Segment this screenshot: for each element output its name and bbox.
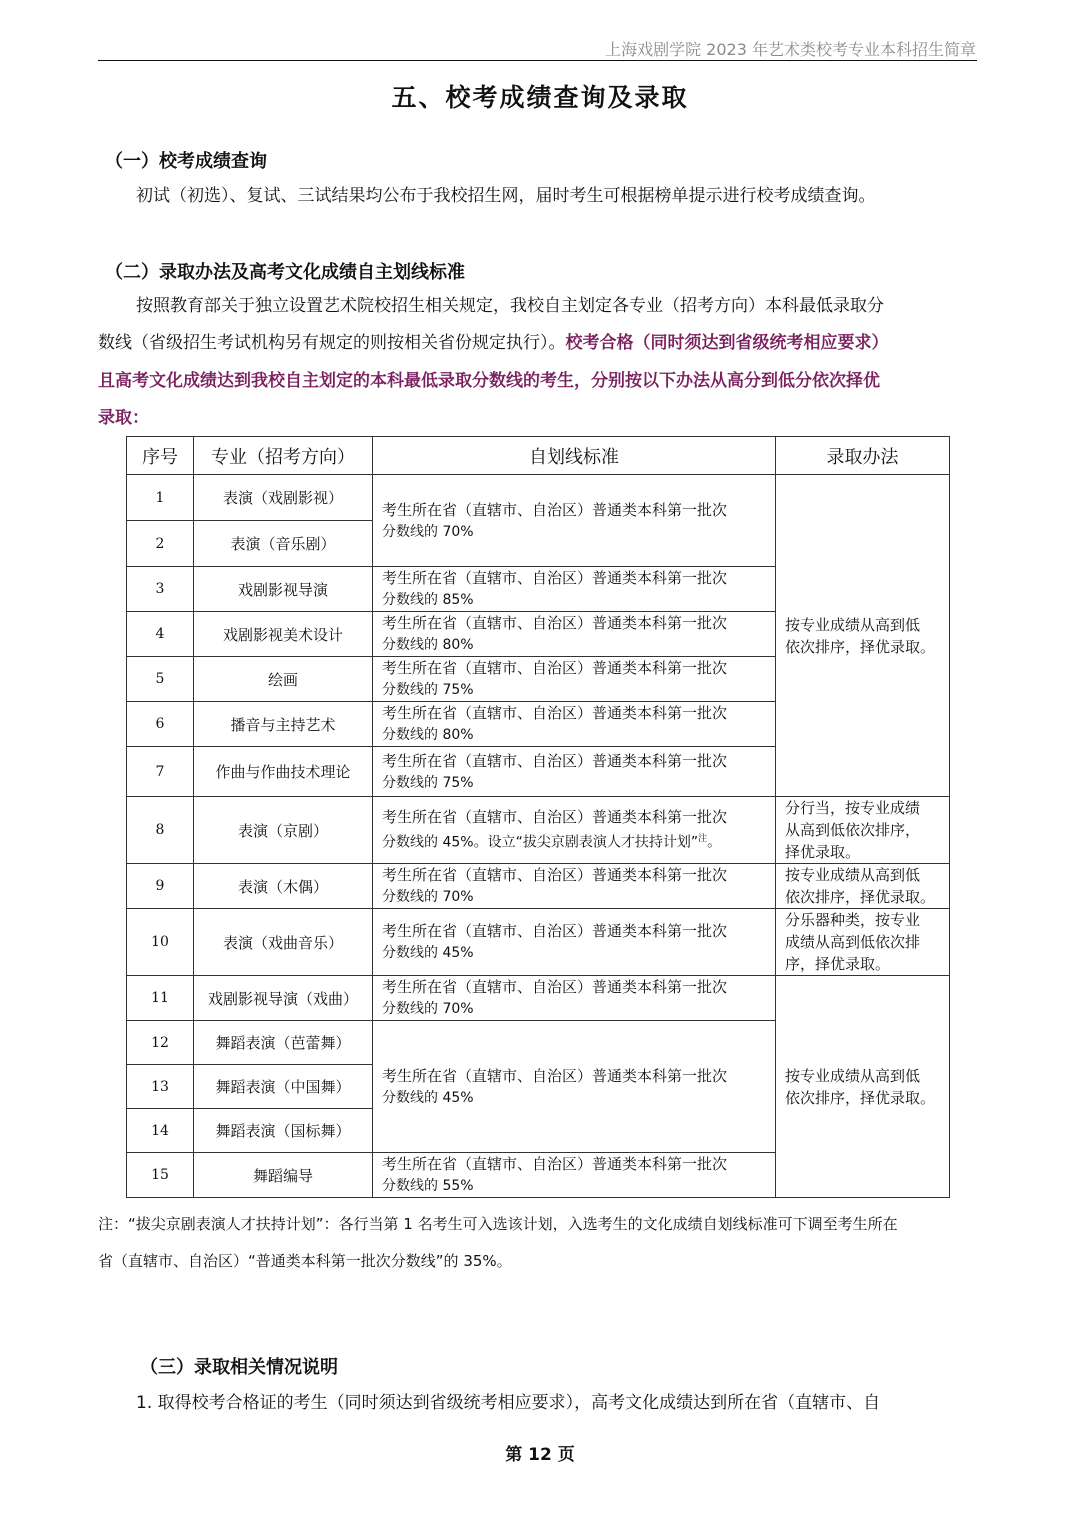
standard-line2-text: 分数线的 45%。设立“拔尖京剧表演人才扶持计划” xyxy=(382,834,699,851)
standard-line2: 分数线的 70% xyxy=(382,889,474,905)
subsection-2-line4: 录取： xyxy=(98,408,149,428)
standard-line1: 考生所在省（直辖市、自治区）普通类本科第一批次 xyxy=(382,659,728,677)
standard-line2: 分数线的 45% xyxy=(382,945,474,961)
header-divider xyxy=(98,60,977,61)
note-marker: 注 xyxy=(698,834,708,845)
table-note-line2: 省（直辖市、自治区）“普通类本科第一批次分数线”的 35%。 xyxy=(98,1252,512,1270)
row-method xyxy=(776,475,950,797)
standard-line1: 考生所在省（直辖市、自治区）普通类本科第一批次 xyxy=(382,704,728,722)
row-no: 1 xyxy=(127,475,194,521)
subsection-1-heading: （一）校考成绩查询 xyxy=(105,151,267,172)
standard-line1: 考生所在省（直辖市、自治区）普通类本科第一批次 xyxy=(382,866,728,884)
table-row xyxy=(127,909,950,976)
header-standard: 自划线标准 xyxy=(373,437,776,475)
header-method: 录取办法 xyxy=(776,437,950,475)
row-no: 4 xyxy=(127,612,194,657)
subsection-2-line2 xyxy=(98,323,889,363)
row-standard xyxy=(373,612,776,657)
row-no: 15 xyxy=(127,1153,194,1198)
standard-line2: 分数线的 45% xyxy=(382,1089,474,1106)
header-major: 专业（招考方向） xyxy=(194,437,373,475)
admission-table xyxy=(126,436,950,1198)
row-standard xyxy=(373,567,776,612)
standard-line2: 分数线的 75% xyxy=(382,682,474,698)
row-major: 戏剧影视导演 xyxy=(194,567,373,612)
row-standard xyxy=(373,1153,776,1198)
subsection-2-line3: 且高考文化成绩达到我校自主划定的本科最低录取分数线的考生，分别按以下办法从高分到低分依次择优 xyxy=(98,371,880,391)
table-note-line1: 注：“拔尖京剧表演人才扶持计划”：各行当第 1 名考生可入选该计划，入选考生的文化成绩自划线标准可下调至考生所在 xyxy=(98,1215,898,1233)
method-line: 分乐器种类，按专业 xyxy=(785,911,921,929)
row-standard xyxy=(373,475,776,567)
standard-line2: 分数线的 80% xyxy=(382,727,474,743)
row-no: 8 xyxy=(127,797,194,864)
method-line: 依次排序，择优录取。 xyxy=(785,888,936,906)
standard-line1: 考生所在省（直辖市、自治区）普通类本科第一批次 xyxy=(382,614,728,632)
row-no: 10 xyxy=(127,909,194,976)
method-line: 按专业成绩从高到低 xyxy=(785,615,921,634)
row-method xyxy=(776,976,950,1198)
row-major: 戏剧影视美术设计 xyxy=(194,612,373,657)
method-line: 分行当，按专业成绩 xyxy=(785,799,921,817)
row-no: 7 xyxy=(127,747,194,797)
table-header-row xyxy=(127,437,950,475)
row-major: 表演（戏剧影视） xyxy=(194,475,373,521)
method-line: 择优录取。 xyxy=(785,843,861,861)
row-method xyxy=(776,797,950,864)
subsection-2-line2-plain: 数线（省级招生考试机构另有规定的则按相关省份规定执行）。 xyxy=(98,333,566,353)
table-row xyxy=(127,475,950,521)
standard-line2: 分数线的 75% xyxy=(382,774,474,791)
row-no: 2 xyxy=(127,521,194,567)
method-line: 依次排序，择优录取。 xyxy=(785,637,936,656)
subsection-2-line1: 按照教育部关于独立设置艺术院校招生相关规定，我校自主划定各专业（招考方向）本科最低录取分 xyxy=(136,296,884,316)
standard-line1: 考生所在省（直辖市、自治区）普通类本科第一批次 xyxy=(382,808,728,827)
subsection-1-text: 初试（初选）、复试、三试结果均公布于我校招生网，届时考生可根据榜单提示进行校考成绩查询。 xyxy=(136,186,876,206)
row-no: 6 xyxy=(127,702,194,747)
subsection-2-line2-emphasis: 校考合格（同时须达到省级统考相应要求） xyxy=(565,333,889,353)
row-no: 9 xyxy=(127,864,194,909)
running-header: 上海戏剧学院 2023 年艺术类校考专业本科招生简章 xyxy=(605,40,976,59)
table-row xyxy=(127,864,950,909)
page-number: 第 12 页 xyxy=(505,1445,575,1465)
row-major: 表演（京剧） xyxy=(194,797,373,864)
row-major: 表演（音乐剧） xyxy=(194,521,373,567)
standard-line2: 分数线的 80% xyxy=(382,637,474,653)
row-no: 11 xyxy=(127,976,194,1021)
row-major: 舞蹈表演（中国舞） xyxy=(194,1065,373,1109)
method-line: 序，择优录取。 xyxy=(785,955,891,973)
standard-line1: 考生所在省（直辖市、自治区）普通类本科第一批次 xyxy=(382,922,728,940)
row-standard xyxy=(373,976,776,1021)
method-line: 按专业成绩从高到低 xyxy=(785,866,921,884)
row-standard xyxy=(373,864,776,909)
standard-line1: 考生所在省（直辖市、自治区）普通类本科第一批次 xyxy=(382,500,728,519)
table-row xyxy=(127,976,950,1021)
method-line: 成绩从高到低依次排 xyxy=(785,933,921,951)
row-no: 14 xyxy=(127,1109,194,1153)
row-no: 3 xyxy=(127,567,194,612)
subsection-3-item1: 1. 取得校考合格证的考生（同时须达到省级统考相应要求），高考文化成绩达到所在省（直辖市、自 xyxy=(136,1393,881,1413)
standard-line2: 分数线的 85% xyxy=(382,592,474,608)
row-standard xyxy=(373,1021,776,1153)
standard-line2: 分数线的 70% xyxy=(382,523,474,540)
standard-line2: 分数线的 55% xyxy=(382,1178,474,1194)
row-method xyxy=(776,864,950,909)
row-major: 舞蹈表演（芭蕾舞） xyxy=(194,1021,373,1065)
row-standard xyxy=(373,747,776,797)
standard-line1: 考生所在省（直辖市、自治区）普通类本科第一批次 xyxy=(382,751,728,770)
standard-line2: 分数线的 70% xyxy=(382,1001,474,1017)
row-major: 舞蹈编导 xyxy=(194,1153,373,1198)
row-major: 舞蹈表演（国标舞） xyxy=(194,1109,373,1153)
table-row xyxy=(127,797,950,864)
method-line: 按专业成绩从高到低 xyxy=(785,1066,921,1085)
row-no: 5 xyxy=(127,657,194,702)
row-major: 戏剧影视导演（戏曲） xyxy=(194,976,373,1021)
standard-line1: 考生所在省（直辖市、自治区）普通类本科第一批次 xyxy=(382,569,728,587)
standard-line1: 考生所在省（直辖市、自治区）普通类本科第一批次 xyxy=(382,978,728,996)
standard-line2-end: 。 xyxy=(707,834,722,851)
row-no: 12 xyxy=(127,1021,194,1065)
row-no: 13 xyxy=(127,1065,194,1109)
row-standard xyxy=(373,702,776,747)
method-line: 从高到低依次排序， xyxy=(785,821,921,839)
row-standard xyxy=(373,909,776,976)
section-title: 五、校考成绩查询及录取 xyxy=(391,83,689,112)
row-major: 播音与主持艺术 xyxy=(194,702,373,747)
subsection-3-heading: （三）录取相关情况说明 xyxy=(140,1357,338,1378)
method-line: 依次排序，择优录取。 xyxy=(785,1088,936,1107)
standard-line1: 考生所在省（直辖市、自治区）普通类本科第一批次 xyxy=(382,1066,728,1085)
standard-line2 xyxy=(382,828,767,854)
row-method xyxy=(776,909,950,976)
row-major: 绘画 xyxy=(194,657,373,702)
row-standard xyxy=(373,797,776,864)
row-standard xyxy=(373,657,776,702)
standard-line1: 考生所在省（直辖市、自治区）普通类本科第一批次 xyxy=(382,1155,728,1173)
row-major: 作曲与作曲技术理论 xyxy=(194,747,373,797)
row-major: 表演（戏曲音乐） xyxy=(194,909,373,976)
header-no: 序号 xyxy=(127,437,194,475)
row-major: 表演（木偶） xyxy=(194,864,373,909)
subsection-2-heading: （二）录取办法及高考文化成绩自主划线标准 xyxy=(105,262,465,283)
